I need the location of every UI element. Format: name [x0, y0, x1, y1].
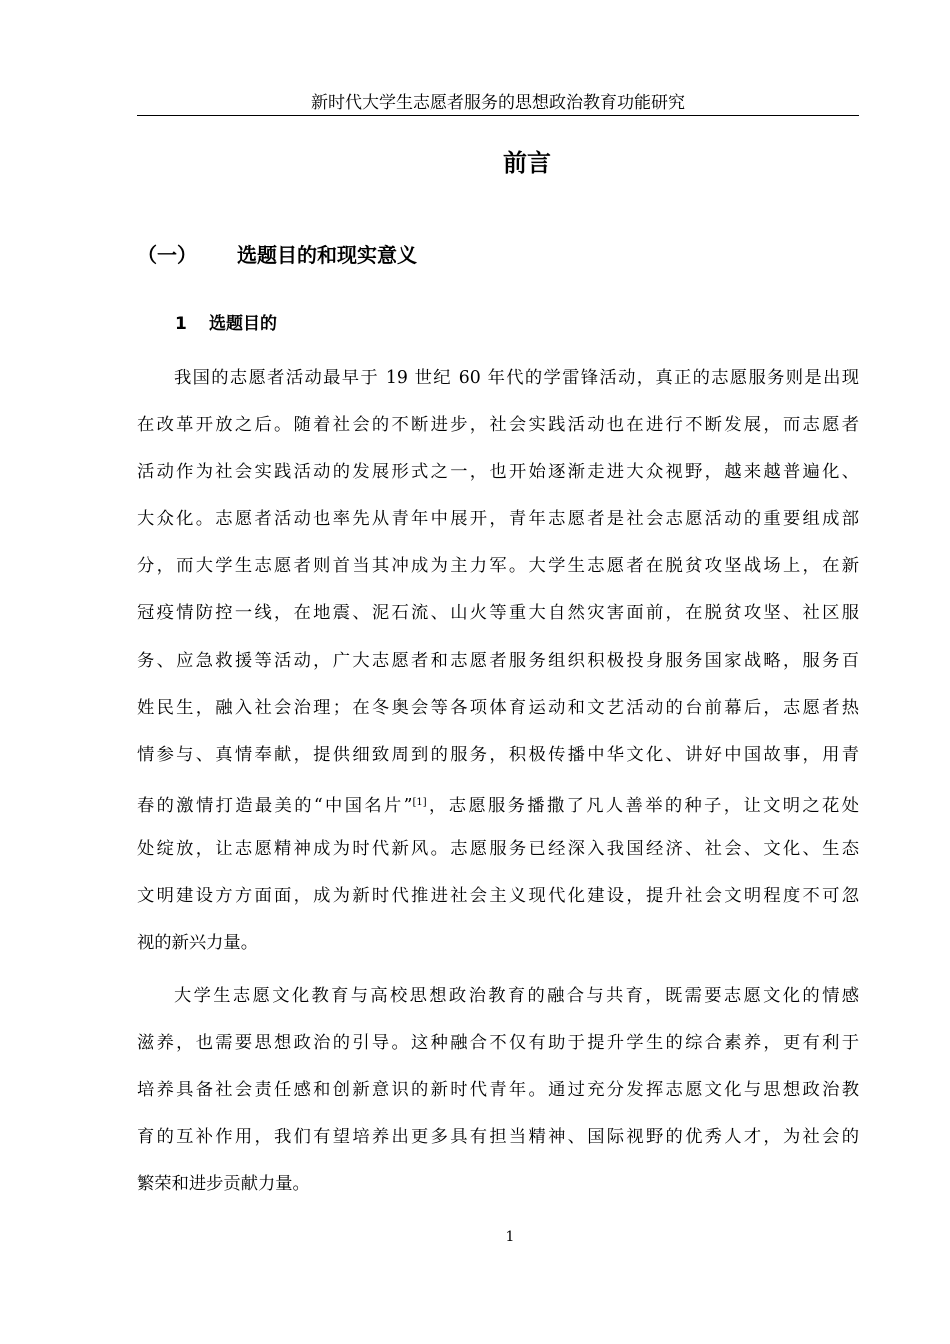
section-heading [137, 241, 417, 269]
paragraph-purpose [137, 355, 859, 967]
page-number: 1 [505, 1229, 515, 1245]
subsection-number: 1 [175, 314, 187, 334]
text-line: 培养具备社会责任感和创新意识的新时代青年。通过充分发挥志愿文化与思想政治教 [137, 1080, 859, 1101]
text-line: 分，而大学生志愿者则首当其冲成为主力军。大学生志愿者在脱贫攻坚战场上，在新 [137, 556, 859, 577]
text-line: 在改革开放之后。随着社会的不断进步，社会实践活动也在进行不断发展，而志愿者 [137, 415, 859, 436]
text-line-with-citation [137, 779, 859, 826]
text-segment: ，志愿服务播撒了凡人善举的种子，让文明之花处 [426, 795, 859, 816]
text-line: 情参与、真情奉献，提供细致周到的服务，积极传播中华文化、讲好中国故事，用青 [137, 744, 859, 765]
text-line: 大众化。志愿者活动也率先从青年中展开，青年志愿者是社会志愿活动的重要组成部 [137, 509, 859, 530]
header-rule [137, 115, 859, 116]
text-line: 繁荣和进步贡献力量。 [137, 1174, 310, 1195]
text-line: 冠疫情防控一线，在地震、泥石流、山火等重大自然灾害面前，在脱贫攻坚、社区服 [137, 603, 859, 624]
text-line: 大学生志愿文化教育与高校思想政治教育的融合与共育，既需要志愿文化的情感 [174, 986, 859, 1006]
section-number: （一） [137, 243, 197, 267]
text-line: 视的新兴力量。 [137, 933, 258, 954]
running-header: 新时代大学生志愿者服务的思想政治教育功能研究 [311, 93, 685, 113]
section-title: 选题目的和现实意义 [237, 243, 417, 267]
text-line: 处绽放，让志愿精神成为时代新风。志愿服务已经深入我国经济、社会、文化、生态 [137, 838, 859, 859]
subsection-heading [175, 312, 277, 336]
paragraph-integration [137, 973, 859, 1208]
text-line: 务、应急救援等活动，广大志愿者和志愿者服务组织积极投身服务国家战略，服务百 [137, 650, 859, 671]
text-line: 文明建设方方面面，成为新时代推进社会主义现代化建设，提升社会文明程度不可忽 [137, 886, 859, 907]
text-line: 我国的志愿者活动最早于 19 世纪 60 年代的学雷锋活动，真正的志愿服务则是出现 [174, 368, 859, 388]
text-line: 滋养，也需要思想政治的引导。这种融合不仅有助于提升学生的综合素养，更有利于 [137, 1033, 859, 1054]
text-line: 活动作为社会实践活动的发展形式之一，也开始逐渐走进大众视野，越来越普遍化、 [137, 462, 859, 483]
subsection-title: 选题目的 [209, 314, 277, 334]
text-line: 姓民生，融入社会治理；在冬奥会等各项体育运动和文艺活动的台前幕后，志愿者热 [137, 697, 859, 718]
text-segment: 春的激情打造最美的“中国名片” [137, 795, 413, 816]
page-title: 前言 [503, 149, 551, 177]
text-line: 育的互补作用，我们有望培养出更多具有担当精神、国际视野的优秀人才，为社会的 [137, 1127, 859, 1148]
citation-reference[interactable]: [1] [412, 796, 427, 808]
